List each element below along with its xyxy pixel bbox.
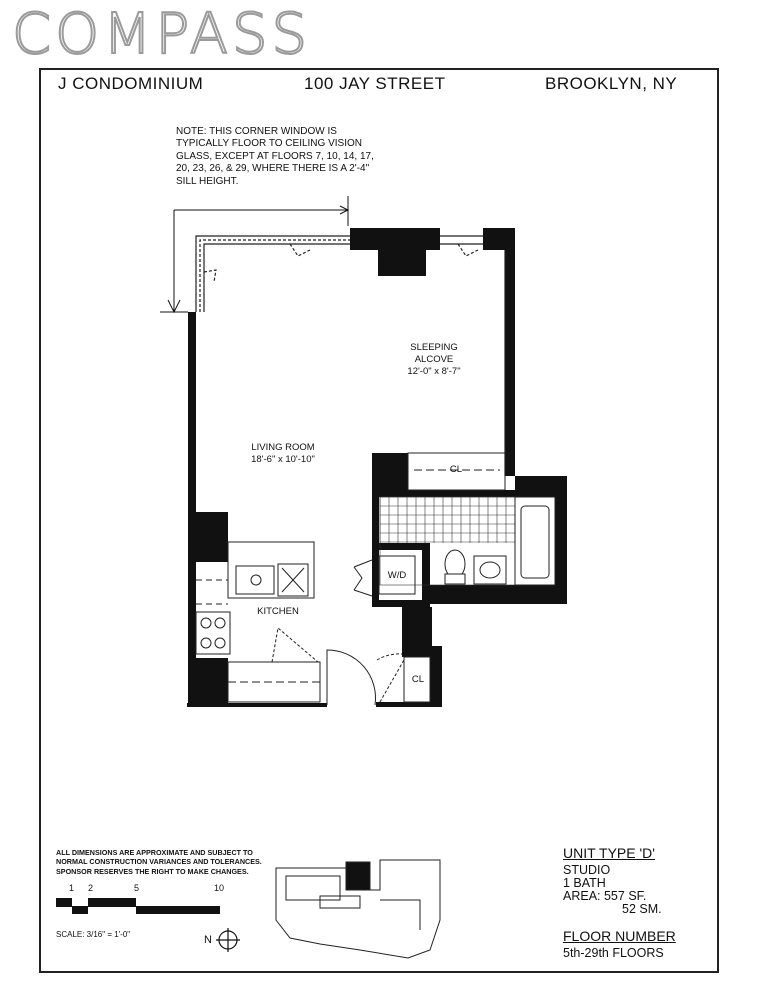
entry-column [402,607,432,657]
kitchen-column [188,512,228,562]
building-name: J CONDOMINIUM [58,74,204,93]
bath-east-wall [555,476,567,604]
wd-east-wall [422,543,430,607]
range [196,612,230,654]
east-window [440,236,483,244]
key-plan [276,860,440,958]
living-room-label: LIVING ROOM [251,442,315,453]
kitchen-corner-block [188,658,228,706]
sink [236,566,274,594]
south-wall-entry [376,702,442,707]
disclaimer: ALL DIMENSIONS ARE APPROXIMATE AND SUBJECT TO NORMAL CONSTRUCTION VARIANCES AND TOLERANCES. SPONSOR RESERVES THE RIGHT TO MAKE CHANGES. [56,848,262,876]
washer-dryer-label: W/D [387,570,407,581]
closet-east-wall [430,646,442,706]
vanity [474,556,506,584]
wd-south-wall [372,600,430,607]
unit-bath: 1 BATH [563,876,606,890]
west-wall [188,312,196,704]
sleeping-alcove-label: SLEEPING ALCOVE [410,342,458,365]
entry-closet-label: CL [411,674,425,685]
kitchen-counter [228,542,314,598]
sleeping-alcove-dims: 12'-0" x 8'-7" [407,366,461,377]
living-room-dims: 18'-6" x 10'-10" [251,454,315,465]
floor-number-title: FLOOR NUMBER [563,928,676,944]
unit-type-title: UNIT TYPE 'D' [563,845,655,861]
north-arrow [216,928,240,952]
corner-window-inner [204,244,350,312]
north-wall-block [350,228,440,250]
scale-tick: 1 [69,883,75,893]
kitchen-label: KITCHEN [257,606,299,617]
scale-tick: 5 [134,883,140,893]
unit-area-sm: 52 SM. [622,902,662,916]
wd-north-wall [372,543,430,550]
scale-tick: 2 [88,883,94,893]
scale-tick: 10 [214,883,225,893]
north-column [378,248,426,276]
tub-north-wall [515,476,567,490]
window-note: NOTE: THIS CORNER WINDOW IS TYPICALLY FLOOR TO CEILING VISION GLASS, EXCEPT AT FLOORS 7, 10, 14, 17, 20, 23, 26, & 29, WHERE THERE IS A 2'-4" SILL HEIGHT. [176,126,374,187]
corner-window-outer [196,236,350,312]
floor-range: 5th-29th FLOORS [563,946,664,960]
scale-label: SCALE: 3/16" = 1'-0" [56,930,131,939]
city: BROOKLYN, NY [545,74,678,93]
entry-door-swing [327,650,376,705]
east-wall [505,228,515,476]
address: 100 JAY STREET [304,74,446,93]
bath-west-wall [372,497,379,607]
compass-logo: COMPASS [12,2,312,67]
north-label: N [204,934,212,946]
ne-wall-block [483,228,515,250]
alcove-closet-label: CL [449,464,463,475]
bath-south-wall [430,585,565,604]
corner-window-mid [200,240,350,312]
scale-bar [56,898,220,914]
unit-type: STUDIO [563,863,611,877]
bath-north-wall [372,490,565,497]
unit-area-sf: AREA: 557 SF. [563,889,647,903]
